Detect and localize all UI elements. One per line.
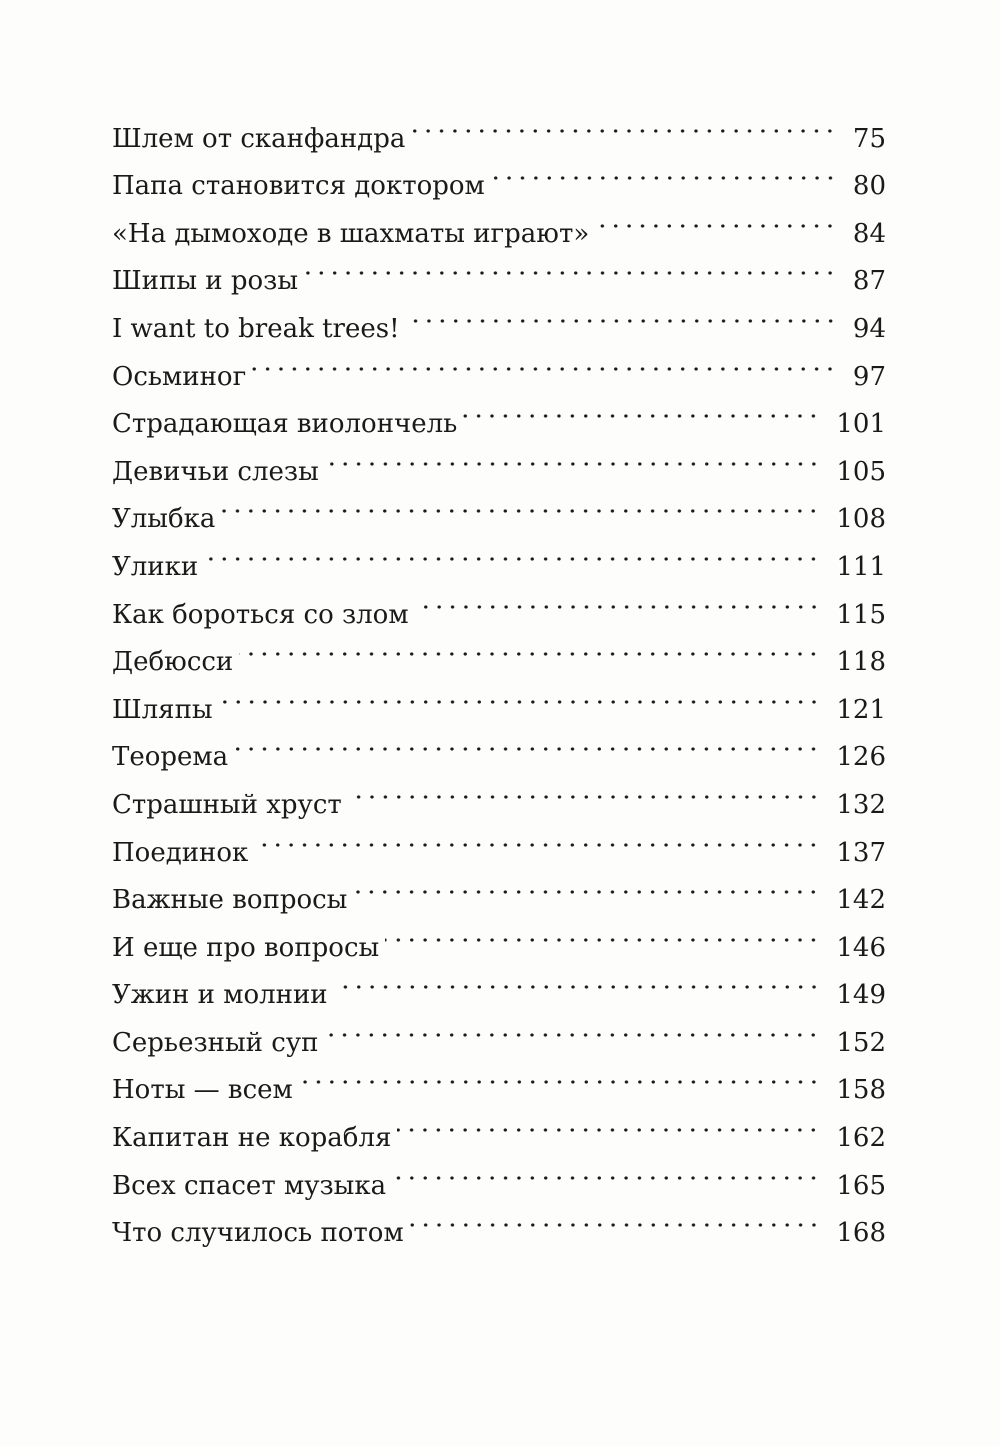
toc-entry-page: 162 (836, 1123, 886, 1154)
dot-leader (410, 1194, 821, 1242)
dot-leader (595, 194, 837, 242)
toc-entry-page: 111 (836, 551, 886, 582)
toc-entry-title: Поединок (112, 837, 249, 868)
toc-entry-title: Улыбка (112, 504, 216, 535)
toc-entry (112, 670, 886, 725)
toc-entry-page: 75 (852, 123, 886, 154)
dot-leader (254, 813, 820, 861)
dot-leader (353, 861, 820, 909)
toc-entry-page: 152 (836, 1027, 886, 1058)
toc-entry-title: Шипы и розы (112, 266, 299, 297)
table-of-contents (112, 99, 886, 1249)
toc-entry-page: 142 (836, 885, 886, 916)
dot-leader (392, 1146, 820, 1194)
dot-leader (415, 575, 821, 623)
dot-leader (219, 670, 821, 718)
toc-entry-title: Шляпы (112, 694, 213, 725)
toc-entry-title: Ужин и молнии (112, 980, 328, 1011)
toc-entry-page: 108 (836, 504, 886, 535)
toc-entry (112, 718, 886, 773)
dot-leader (234, 718, 820, 766)
toc-entry-page: 121 (836, 694, 886, 725)
toc-entry-page: 87 (852, 266, 886, 297)
dot-leader (411, 99, 837, 147)
toc-entry-title: Дебюсси (112, 647, 234, 678)
toc-entry-page: 168 (836, 1218, 886, 1249)
toc-entry-title: Всех спасет музыка (112, 1170, 387, 1201)
toc-entry-title: Девичьи слезы (112, 456, 319, 487)
toc-entry-page: 158 (836, 1075, 886, 1106)
dot-leader (385, 908, 820, 956)
toc-entry-page: 146 (836, 932, 886, 963)
dot-leader (221, 480, 820, 528)
dot-leader (491, 147, 837, 195)
dot-leader (348, 765, 821, 813)
toc-entry-title: Улики (112, 551, 199, 582)
toc-entry (112, 99, 886, 154)
dot-leader (239, 623, 820, 671)
toc-entry-title: Страшный хруст (112, 789, 342, 820)
toc-entry-page: 149 (836, 980, 886, 1011)
toc-entry-title: Осьминог (112, 361, 247, 392)
toc-entry-title: Серьезный суп (112, 1027, 319, 1058)
toc-entry-title: Шлем от сканфандра (112, 123, 406, 154)
toc-entry-title: И еще про вопросы (112, 932, 380, 963)
toc-entry-title: Как бороться со злом (112, 599, 409, 630)
toc-entry-title: Теорема (112, 742, 229, 773)
toc-entry (112, 575, 886, 630)
dot-leader (397, 1098, 820, 1146)
toc-entry-page: 126 (836, 742, 886, 773)
dot-leader (299, 1051, 821, 1099)
dot-leader (406, 289, 837, 337)
toc-entry-page: 132 (836, 789, 886, 820)
toc-entry-title: Что случилось потом (112, 1218, 404, 1249)
toc-entry-title: Важные вопросы (112, 885, 348, 916)
dot-leader (324, 1003, 820, 1051)
toc-entry-title: Страдающая виолончель (112, 409, 458, 440)
dot-leader (463, 385, 820, 433)
dot-leader (304, 242, 837, 290)
toc-entry-page: 115 (836, 599, 886, 630)
toc-entry-title: Капитан не корабля (112, 1123, 392, 1154)
toc-entry-title: Папа становится доктором (112, 171, 485, 202)
toc-entry-page: 105 (836, 456, 886, 487)
toc-entry-page: 97 (852, 361, 886, 392)
toc-entry-page: 94 (852, 313, 886, 344)
toc-entry-title: I want to break trees! (112, 313, 400, 344)
toc-entry-page: 137 (836, 837, 886, 868)
toc-entry-page: 118 (836, 647, 886, 678)
toc-entry-page: 84 (852, 218, 886, 249)
toc-entry-page: 80 (852, 171, 886, 202)
dot-leader (204, 527, 820, 575)
dot-leader (334, 956, 821, 1004)
toc-entry (112, 480, 886, 535)
toc-entry-title: Ноты — всем (112, 1075, 293, 1106)
toc-entry-page: 165 (836, 1170, 886, 1201)
dot-leader (252, 337, 837, 385)
toc-entry-title: «На дымоходе в шахматы играют» (112, 218, 590, 249)
toc-entry-page: 101 (836, 409, 886, 440)
dot-leader (325, 432, 821, 480)
toc-entry (112, 527, 886, 582)
